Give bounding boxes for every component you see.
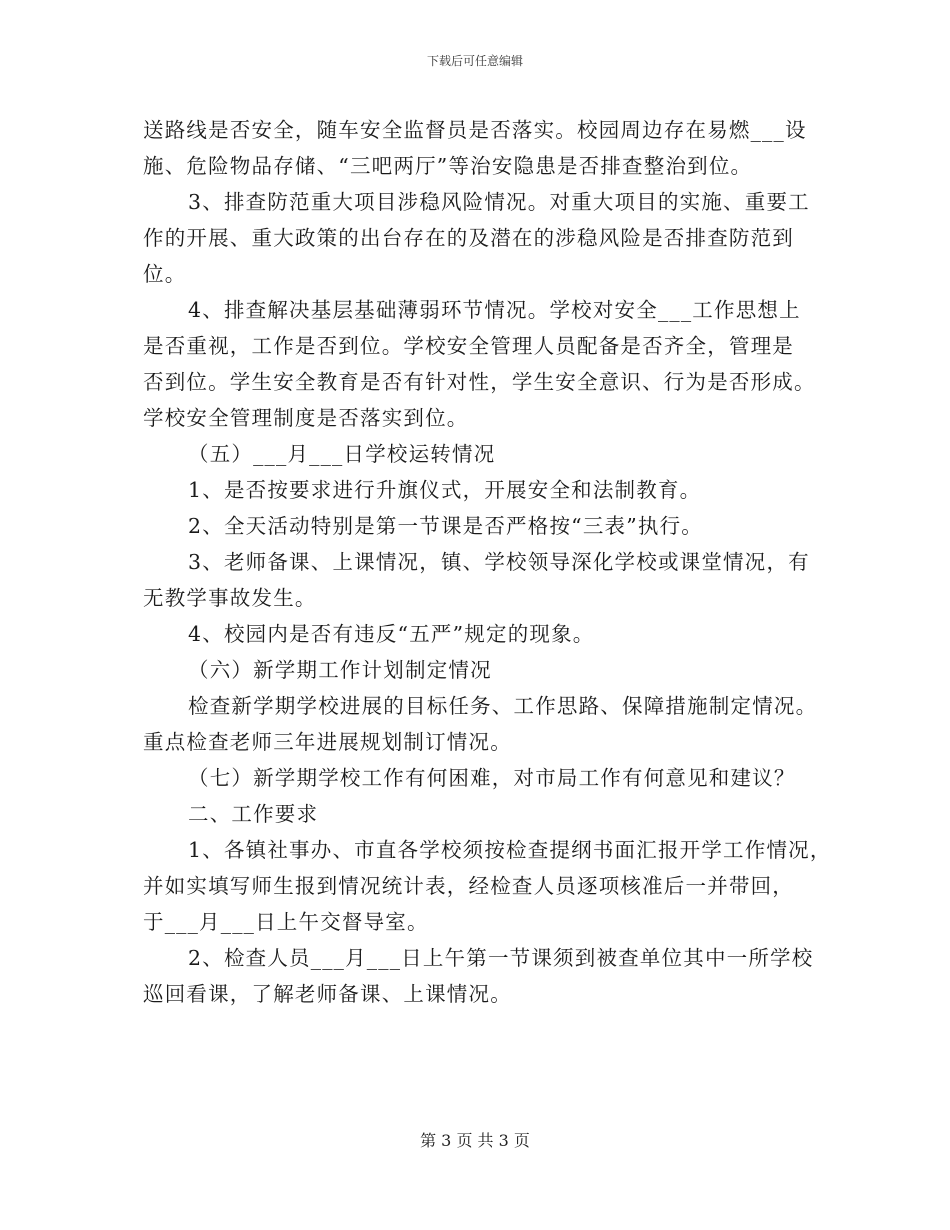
- text-line: 送路线是否安全，随车安全监督员是否落实。校园周边存在易燃___设: [143, 118, 807, 142]
- text-line: 3、老师备课、上课情况，镇、学校领导深化学校或课堂情况，有: [188, 550, 810, 574]
- text-line: 是否重视，工作是否到位。学校安全管理人员配备是否齐全，管理是: [143, 334, 794, 358]
- text-line: 4、排查解决基层基础薄弱环节情况。学校对安全___工作思想上: [188, 298, 801, 322]
- text-line: 3、排查防范重大项目涉稳风险情况。对重大项目的实施、重要工: [188, 190, 810, 214]
- text-line: 检查新学期学校进展的目标任务、工作思路、保障措施制定情况。: [188, 694, 818, 718]
- text-line: 施、危险物品存储、“三吧两厅”等治安隐患是否排查整治到位。: [143, 154, 753, 178]
- text-line: （六）新学期工作计划制定情况: [188, 658, 492, 682]
- page-header: 下载后可任意编辑: [426, 54, 523, 68]
- page-footer: 第 3 页 共 3 页: [420, 1131, 530, 1150]
- text-line: 位。: [143, 262, 187, 286]
- text-line: 否到位。学生安全教育是否有针对性，学生安全意识、行为是否形成。: [143, 370, 816, 394]
- text-line: 作的开展、重大政策的出台存在的及潜在的涉稳风险是否排查防范到: [143, 226, 794, 250]
- text-line: 于___月___日上午交督导室。: [143, 910, 429, 934]
- text-line: （七）新学期学校工作有何困难，对市局工作有何意见和建议？: [188, 766, 796, 790]
- text-line: （五）___月___日学校运转情况: [188, 442, 496, 466]
- text-line: 并如实填写师生报到情况统计表，经检查人员逐项核准后一并带回，: [143, 874, 794, 898]
- text-line: 学校安全管理制度是否落实到位。: [143, 406, 469, 430]
- text-line: 巡回看课，了解老师备课、上课情况。: [143, 982, 512, 1006]
- document-body: [143, 112, 832, 1012]
- text-line: 二、工作要求: [188, 802, 319, 826]
- text-line: 无教学事故发生。: [143, 586, 317, 610]
- text-line: 2、检查人员___月___日上午第一节课须到被查单位其中一所学校: [188, 946, 814, 970]
- text-line: 4、校园内是否有违反“五严”规定的现象。: [188, 622, 595, 646]
- text-line: 1、是否按要求进行升旗仪式，开展安全和法制教育。: [188, 478, 702, 502]
- text-line: 重点检查老师三年进展规划制订情况。: [143, 730, 512, 754]
- text-line: 1、各镇社事办、市直各学校须按检查提纲书面汇报开学工作情况，: [188, 838, 832, 862]
- text-line: 2、全天活动特别是第一节课是否严格按“三表”执行。: [188, 514, 704, 538]
